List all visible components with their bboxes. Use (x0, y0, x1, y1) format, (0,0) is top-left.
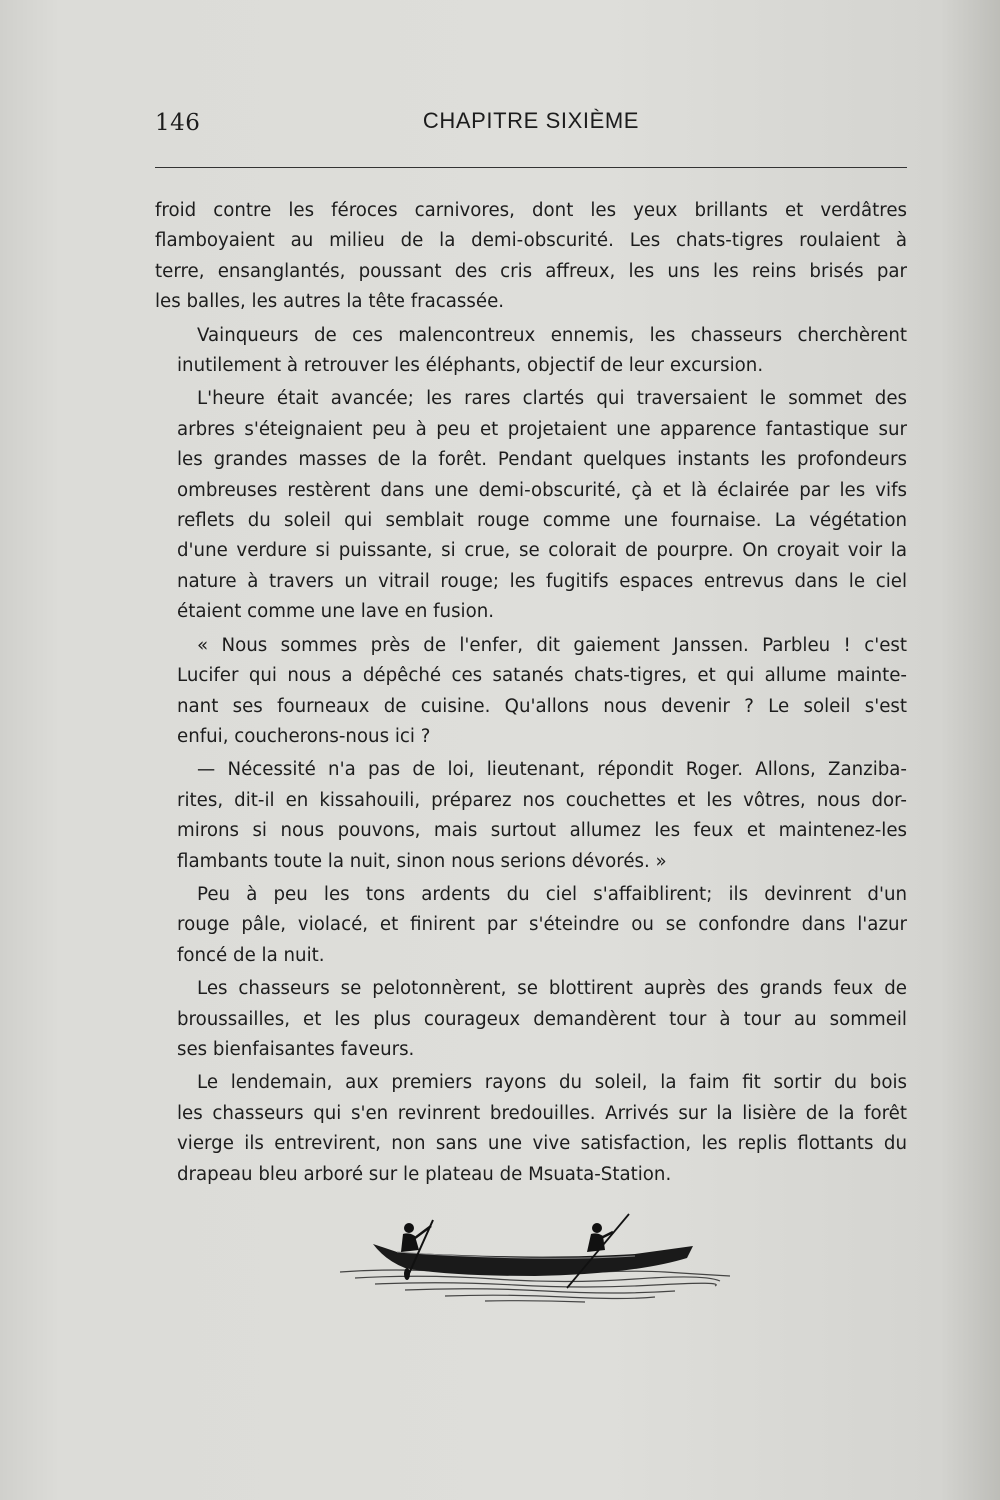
text-line: « Nous sommes près de l'enfer, dit gaiement Janssen. Parbleu ! c'est (197, 634, 907, 656)
header-rule (155, 167, 907, 168)
page-number: 146 (155, 110, 201, 136)
text-line: Peu à peu les tons ardents du ciel s'affaiblirent; ils devinrent d'un (197, 883, 907, 905)
canoe-illustration (335, 1212, 735, 1307)
chapter-title: CHAPITRE SIXIÈME (422, 108, 640, 133)
body-text (155, 196, 907, 1190)
text-line: nant ses fourneaux de cuisine. Qu'allons nous devenir ? Le soleil s'est (177, 695, 907, 717)
text-line: arbres s'éteignaient peu à peu et projetaient une apparence fantastique sur (177, 418, 907, 440)
text-line: nature à travers un vitrail rouge; les fugitifs espaces entrevus dans le ciel (177, 570, 907, 592)
text-line: rouge pâle, violacé, et finirent par s'éteindre ou se confondre dans l'azur (177, 914, 907, 936)
text-line: enfui, coucherons-nous ici ? (177, 725, 431, 747)
paragraph (155, 631, 907, 753)
paragraph (155, 196, 907, 318)
text-line: broussailles, et les plus courageux demandèrent tour à tour au sommeil (177, 1008, 907, 1030)
paragraph (155, 755, 907, 877)
text-line: les balles, les autres la tête fracassée. (155, 291, 505, 313)
text-line: drapeau bleu arboré sur le plateau de Msuata-Station. (177, 1163, 672, 1185)
text-line: terre, ensanglantés, poussant des cris affreux, les uns les reins brisés par (155, 260, 907, 282)
paragraph (155, 321, 907, 382)
text-line: Les chasseurs se pelotonnèrent, se blottirent auprès des grands feux de (197, 978, 907, 1000)
text-line: rites, dit-il en kissahouili, préparez nos couchettes et les vôtres, nous dor- (177, 789, 907, 811)
text-line: ombreuses restèrent dans une demi-obscurité, çà et là éclairée par les vifs (177, 479, 907, 501)
paragraph (155, 974, 907, 1065)
text-line: les grandes masses de la forêt. Pendant quelques instants les profondeurs (177, 449, 907, 471)
text-line: foncé de la nuit. (177, 944, 325, 966)
text-line: froid contre les féroces carnivores, dont les yeux brillants et verdâtres (155, 200, 907, 221)
text-line: flambants toute la nuit, sinon nous serions dévorés. » (177, 850, 667, 872)
text-line: Vainqueurs de ces malencontreux ennemis, les chasseurs cherchèrent (197, 324, 907, 346)
text-line: étaient comme une lave en fusion. (177, 601, 495, 623)
text-line: d'une verdure si puissante, si crue, se colorait de pourpre. On croyait voir la (177, 540, 907, 562)
text-line: — Nécessité n'a pas de loi, lieutenant, répondit Roger. Allons, Zanziba- (197, 759, 907, 781)
paragraph (155, 880, 907, 971)
text-line: flamboyaient au milieu de la demi-obscurité. Les chats-tigres roulaient à (155, 230, 907, 252)
text-line: L'heure était avancée; les rares clartés qui traversaient le sommet des (197, 388, 907, 410)
paragraph (155, 384, 907, 627)
text-line: inutilement à retrouver les éléphants, objectif de leur excursion. (177, 355, 764, 377)
text-line: reflets du soleil qui semblait rouge comme une fournaise. La végétation (177, 510, 907, 532)
text-line: ses bienfaisantes faveurs. (177, 1038, 415, 1060)
text-line: Lucifer qui nous a dépêché ces satanés chats-tigres, et qui allume mainte- (177, 665, 907, 687)
text-line: Le lendemain, aux premiers rayons du soleil, la faim fit sortir du bois (197, 1072, 907, 1094)
running-head (155, 108, 907, 142)
text-line: les chasseurs qui s'en revinrent bredouilles. Arrivés sur la lisière de la forêt (177, 1102, 907, 1124)
text-line: mirons si nous pouvons, mais surtout allumez les feux et maintenez-les (177, 820, 907, 842)
text-line: vierge ils entrevirent, non sans une vive satisfaction, les replis flottants du (177, 1133, 907, 1155)
paragraph (155, 1068, 907, 1190)
